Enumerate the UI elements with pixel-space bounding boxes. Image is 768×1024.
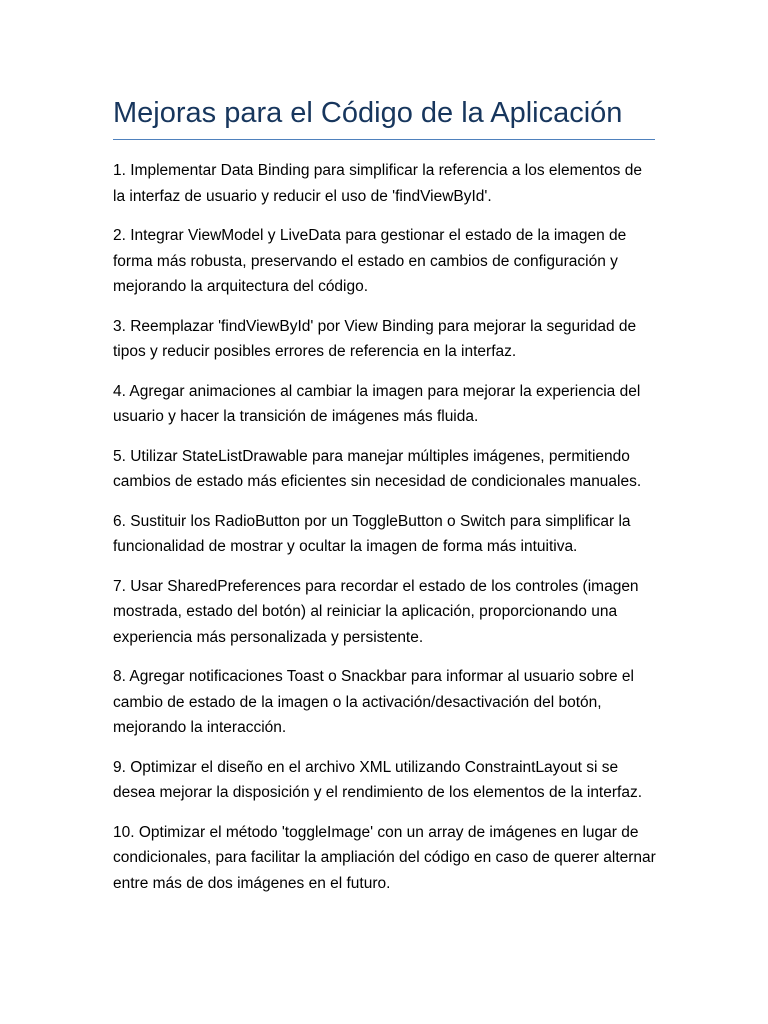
page-title: Mejoras para el Código de la Aplicación [113,97,623,129]
list-item-3: 3. Reemplazar 'findViewById' por View Binding para mejorar la seguridad de tipos y reducir posibles errores de referencia en la interfaz. [113,317,637,360]
list-item-4: 4. Agregar animaciones al cambiar la imagen para mejorar la experiencia del usuario y hacer la transición de imágenes más fluida. [113,382,641,425]
list-item-8: 8. Agregar notificaciones Toast o Snackbar para informar al usuario sobre el cambio de estado de la imagen o la activación/desactivación del botón, mejorando la interacción. [113,668,634,736]
list-item-9: 9. Optimizar el diseño en el archivo XML utilizando ConstraintLayout si se desea mejorar la disposición y el rendimiento de los elementos de la interfaz. [113,758,643,801]
list-item-5: 5. Utilizar StateListDrawable para manejar múltiples imágenes, permitiendo cambios de estado más eficientes sin necesidad de condicionales manuales. [113,447,642,490]
list-item-2: 2. Integrar ViewModel y LiveData para gestionar el estado de la imagen de forma más robusta, preservando el estado en cambios de configuración y mejorando la arquitectura del código. [113,227,627,295]
title-underline [113,139,655,140]
list-item-10: 10. Optimizar el método 'toggleImage' con un array de imágenes en lugar de condicionales, para facilitar la ampliación del código en caso de querer alternar entre más de dos imágenes en el futuro. [113,823,656,892]
list-item-7: 7. Usar SharedPreferences para recordar el estado de los controles (imagen mostrada, estado del botón) al reiniciar la aplicación, proporcionando una experiencia más personalizada y persistente. [113,577,639,646]
list-item-6: 6. Sustituir los RadioButton por un ToggleButton o Switch para simplificar la funcionalidad de mostrar y ocultar la imagen de forma más intuitiva. [113,512,631,555]
list-item-1: 1. Implementar Data Binding para simplificar la referencia a los elementos de la interfaz de usuario y reducir el uso de 'findViewById'. [113,162,642,205]
improvements-list [113,158,658,910]
